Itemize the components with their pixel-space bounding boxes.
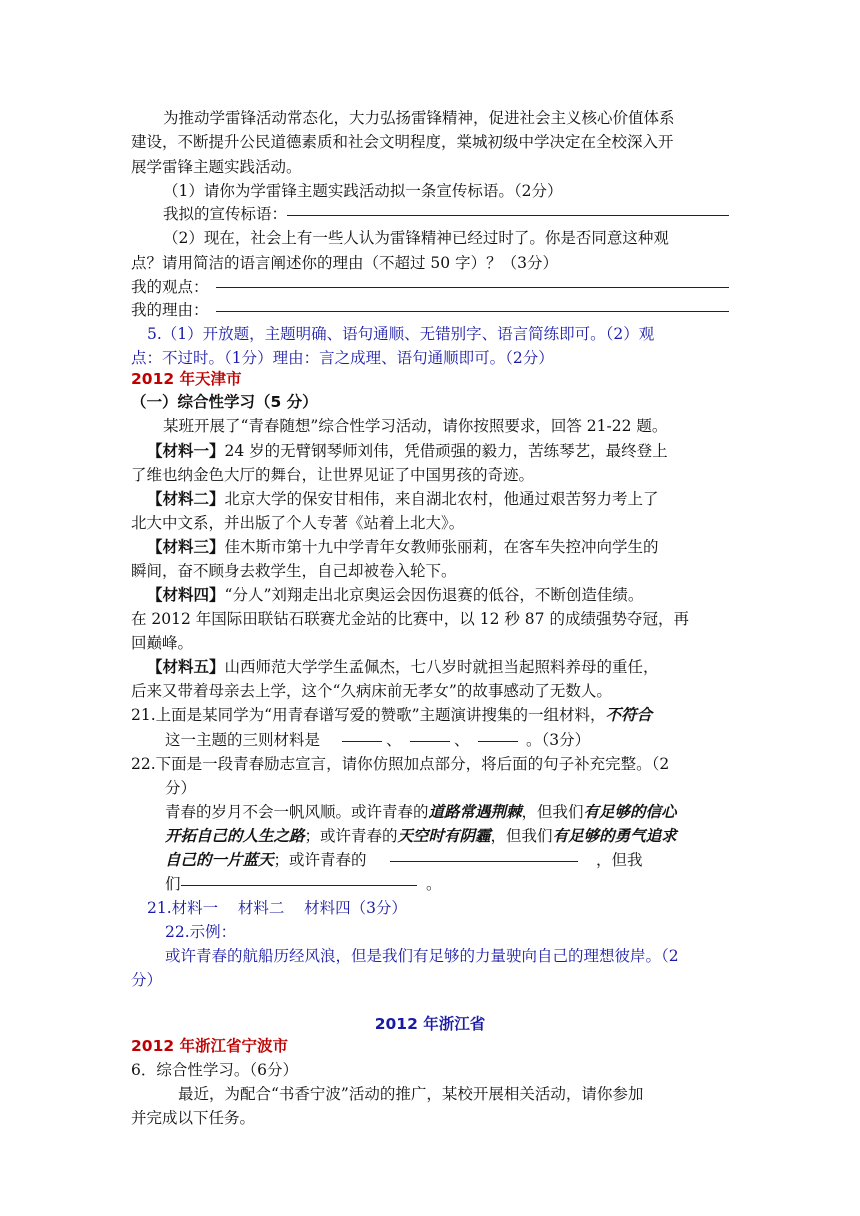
material-2-line-1: 【材料二】北京大学的保安甘相伟，来自湖北农村，他通过艰苦努力考上了: [147, 490, 659, 508]
viewpoint-blank[interactable]: [216, 287, 729, 288]
answer-22-line-2: 分）: [131, 971, 163, 989]
activity-lead: 某班开展了“青春随想”综合性学习活动，请你按照要求，回答 21-22 题。: [163, 417, 668, 435]
answer-22-blank-1[interactable]: [390, 861, 578, 862]
viewpoint-label: 我的观点：: [131, 278, 209, 296]
material-5-line-1: 【材料五】山西师范大学学生孟佩杰，七八岁时就担当起照料养母的重任，: [147, 658, 659, 676]
zhejiang-heading: 2012 年浙江省: [374, 1015, 486, 1033]
answer-21-blank-1[interactable]: [342, 741, 382, 742]
material-4-line-3: 回巅峰。: [131, 634, 194, 652]
declaration-line-3: 自己的一片蓝天；或许青春的: [165, 850, 367, 869]
separator-1: 、: [386, 731, 402, 749]
material-5-line-2: 后来又带着母亲去上学，这个“久病床前无孝女”的故事感动了无数人。: [131, 682, 612, 700]
intro-line-2: 建设，不断提升公民道德素质和社会文明程度，棠城初级中学决定在全校深入开: [131, 133, 674, 151]
declaration-line-3-end: ，但我: [596, 851, 643, 869]
slogan-blank[interactable]: [287, 215, 729, 216]
question-22-line-1: 22.下面是一段青春励志宣言，请你仿照加点部分，将后面的句子补充完整。（2: [131, 755, 670, 773]
question-22-line-1b: 分）: [165, 779, 197, 797]
question-1: （1）请你为学雷锋主题实践活动拟一条宣传标语。（2分）: [163, 182, 563, 200]
dotted-phrase-4: 天空时有阴霾: [397, 826, 491, 845]
intro-line-3: 展学雷锋主题实践活动。: [131, 158, 302, 176]
material-3-line-1: 【材料三】佳木斯市第十九中学青年女教师张丽莉，在客车失控冲向学生的: [147, 538, 659, 556]
section-heading: （一）综合性学习（5 分）: [131, 393, 318, 411]
answer-21-blank-3[interactable]: [478, 741, 518, 742]
answer-22-line-1: 或许青春的航船历经风浪，但是我们有足够的力量驶向自己的理想彼岸。（2: [165, 947, 679, 965]
declaration-line-4-end: 。: [426, 875, 442, 893]
answer-5-line-2: 点：不过时。（1分）理由：言之成理、语句通顺即可。（2分）: [131, 349, 554, 367]
tianjin-heading: 2012 年天津市: [131, 370, 242, 388]
material-4-line-1: 【材料四】“分人”刘翔走出北京奥运会因伤退赛的低谷，不断创造佳绩。: [147, 586, 644, 604]
answer-22-title: 22.示例：: [165, 923, 237, 941]
ningbo-line-1: 最近，为配合“书香宁波”活动的推广，某校开展相关活动，请你参加: [178, 1085, 644, 1103]
question-21-end: 。（3分）: [526, 731, 591, 749]
dotted-phrase-3: 开拓自己的人生之路: [165, 826, 305, 845]
reason-blank[interactable]: [216, 311, 729, 312]
ningbo-heading: 2012 年浙江省宁波市: [131, 1037, 289, 1055]
ningbo-line-2: 并完成以下任务。: [131, 1109, 256, 1127]
answer-21: 21.材料一 材料二 材料四（3分）: [147, 899, 407, 917]
material-5-tag: 【材料五】: [147, 658, 225, 676]
material-1-line-2: 了维也纳金色大厅的舞台，让世界见证了中国男孩的奇迹。: [131, 466, 535, 484]
intro-line-1: 为推动学雷锋活动常态化，大力弘扬雷锋精神，促进社会主义核心价值体系: [163, 109, 675, 127]
answer-22-blank-2[interactable]: [181, 885, 417, 886]
question-2-line-1: （2）现在，社会上有一些人认为雷锋精神已经过时了。你是否同意这种观: [163, 229, 669, 247]
material-1-line-1: 【材料一】24 岁的无臂钢琴师刘伟，凭借顽强的毅力，苦练琴艺，最终登上: [147, 442, 668, 460]
question-21-line-1: 21.上面是某同学为“用青春谱写爱的赞歌”主题演讲搜集的一组材料，不符合: [131, 705, 653, 724]
material-1-tag: 【材料一】: [147, 442, 225, 460]
material-2-tag: 【材料二】: [147, 490, 225, 508]
slogan-label: 我拟的宣传标语：: [163, 205, 288, 223]
material-3-line-2: 瞬间，奋不顾身去救学生，自己却被卷入轮下。: [131, 562, 457, 580]
answer-5-line-1: 5.（1）开放题，主题明确、语句通顺、无错别字、语言简练即可。（2）观: [147, 325, 655, 343]
material-4-tag: 【材料四】: [147, 586, 225, 604]
dotted-phrase-2: 有足够的信心: [583, 802, 677, 821]
separator-2: 、: [454, 731, 470, 749]
question-21-line-2: 这一主题的三则材料是: [165, 731, 321, 749]
answer-21-blank-2[interactable]: [410, 741, 450, 742]
dotted-phrase-6: 自己的一片蓝天: [165, 850, 274, 869]
question-2-line-2: 点？请用简洁的语言阐述你的理由（不超过 50 字）？（3分）: [131, 254, 558, 272]
declaration-line-1: 青春的岁月不会一帆风顺。或许青春的道路常遇荆棘，但我们有足够的信心: [165, 802, 677, 821]
declaration-line-4: 们: [165, 875, 181, 893]
material-3-tag: 【材料三】: [147, 538, 225, 556]
dotted-phrase-5: 有足够的勇气追求: [552, 826, 677, 845]
emphasis-not-fit: 不符合: [605, 705, 653, 724]
question-6: 6．综合性学习。（6分）: [131, 1061, 298, 1079]
material-2-line-2: 北大中文系，并出版了个人专著《站着上北大》。: [131, 514, 465, 532]
material-4-line-2: 在 2012 年国际田联钻石联赛尤金站的比赛中，以 12 秒 87 的成绩强势夺冠，再: [131, 610, 689, 628]
dotted-phrase-1: 道路常遇荆棘: [428, 802, 522, 821]
reason-label: 我的理由：: [131, 301, 209, 319]
declaration-line-2: 开拓自己的人生之路；或许青春的天空时有阴霾，但我们有足够的勇气追求: [165, 826, 677, 845]
